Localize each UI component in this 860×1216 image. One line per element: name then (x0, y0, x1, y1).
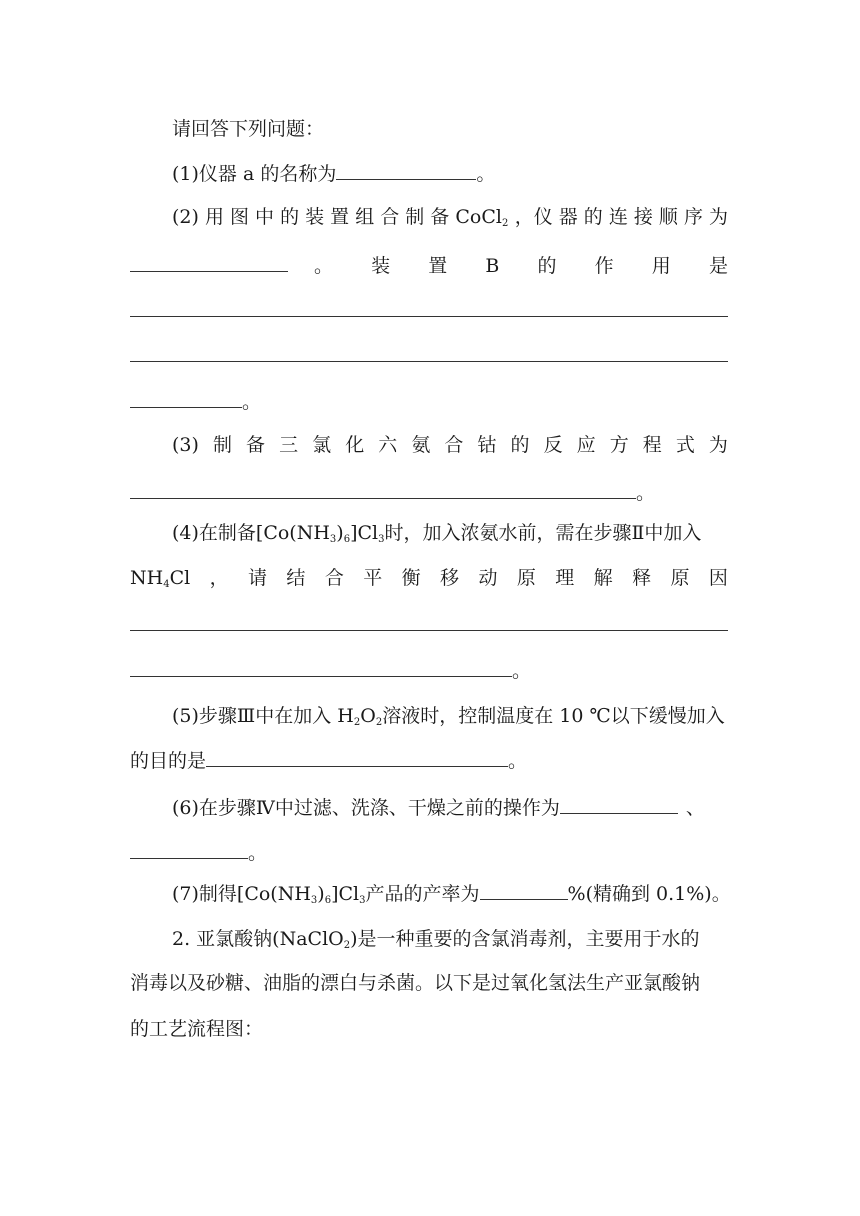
question-2-line-1: (2) 用 图 中 的 装 置 组 合 制 备 CoCl$_2$ ，仪 器 的 连 接 顺 序 为 (172, 206, 728, 229)
q1-text: (1)仪器 a 的名称为 (172, 163, 337, 185)
question-6-line-1: (6)在步骤Ⅳ中过滤、洗涤、干燥之前的操作为 、 (172, 797, 705, 819)
q2-answer-rule-1[interactable] (130, 316, 728, 317)
problem-2-line-1: 2. 亚氯酸钠(NaClO$_2$)是一种重要的含氯消毒剂，主要用于水的 (172, 928, 700, 951)
q4-answer-blank-end[interactable] (130, 658, 512, 677)
problem-2-line-2: 消毒以及砂糖、油脂的漂白与杀菌。以下是过氧化氢法生产亚氯酸钠 (130, 972, 701, 994)
q2-answer-rule-2[interactable] (130, 361, 728, 362)
intro-text: 请回答下列问题： (172, 118, 325, 140)
q6-answer-blank-2[interactable] (130, 840, 248, 859)
question-2-line-2: 。 装 置 B 的 作 用 是 (130, 253, 728, 278)
question-6-line-2: 。 (130, 840, 728, 865)
q4-answer-rule-1[interactable] (130, 630, 728, 631)
problem-2-line-3: 的工艺流程图： (130, 1018, 264, 1040)
q5-answer-blank[interactable] (206, 748, 508, 767)
q6-answer-blank-1[interactable] (560, 795, 678, 814)
question-4-line-1: (4)在制备$[Co(NH_3)_6]Cl_3$时，加入浓氨水前，需在步骤Ⅱ中加入 (172, 522, 702, 545)
question-3-line-2: 。 (130, 480, 728, 505)
q3-equation-blank[interactable] (130, 480, 636, 499)
question-4-line-4: 。 (130, 658, 728, 683)
question-5-line-2: 的目的是 。 (130, 750, 528, 772)
q2-order-blank[interactable] (130, 253, 288, 272)
q2-text: (2) 用 图 中 的 装 置 组 合 制 备 CoCl$_2$ (172, 206, 509, 229)
q7-yield-blank[interactable] (480, 881, 568, 900)
q2-answer-blank-end[interactable] (130, 389, 242, 408)
q1-answer-blank[interactable] (336, 161, 476, 180)
question-3-line-1: (3) 制 备 三 氯 化 六 氨 合 钴 的 反 应 方 程 式 为 (172, 434, 728, 456)
question-7: (7)制得$[Co(NH_3)_6]Cl_3$产品的产率为 %(精确到 0.1%)。 (172, 883, 731, 906)
question-2-line-5: 。 (130, 389, 728, 414)
question-5-line-1: (5)步骤Ⅲ中在加入 $H_2O_2$溶液时，控制温度在 10 ℃以下缓慢加入 (172, 705, 725, 728)
question-1: (1)仪器 a 的名称为 。 (172, 163, 496, 185)
question-4-line-2: $NH_4Cl$ ， 请 结 合 平 衡 移 动 原 理 解 释 原 因 (130, 567, 728, 590)
